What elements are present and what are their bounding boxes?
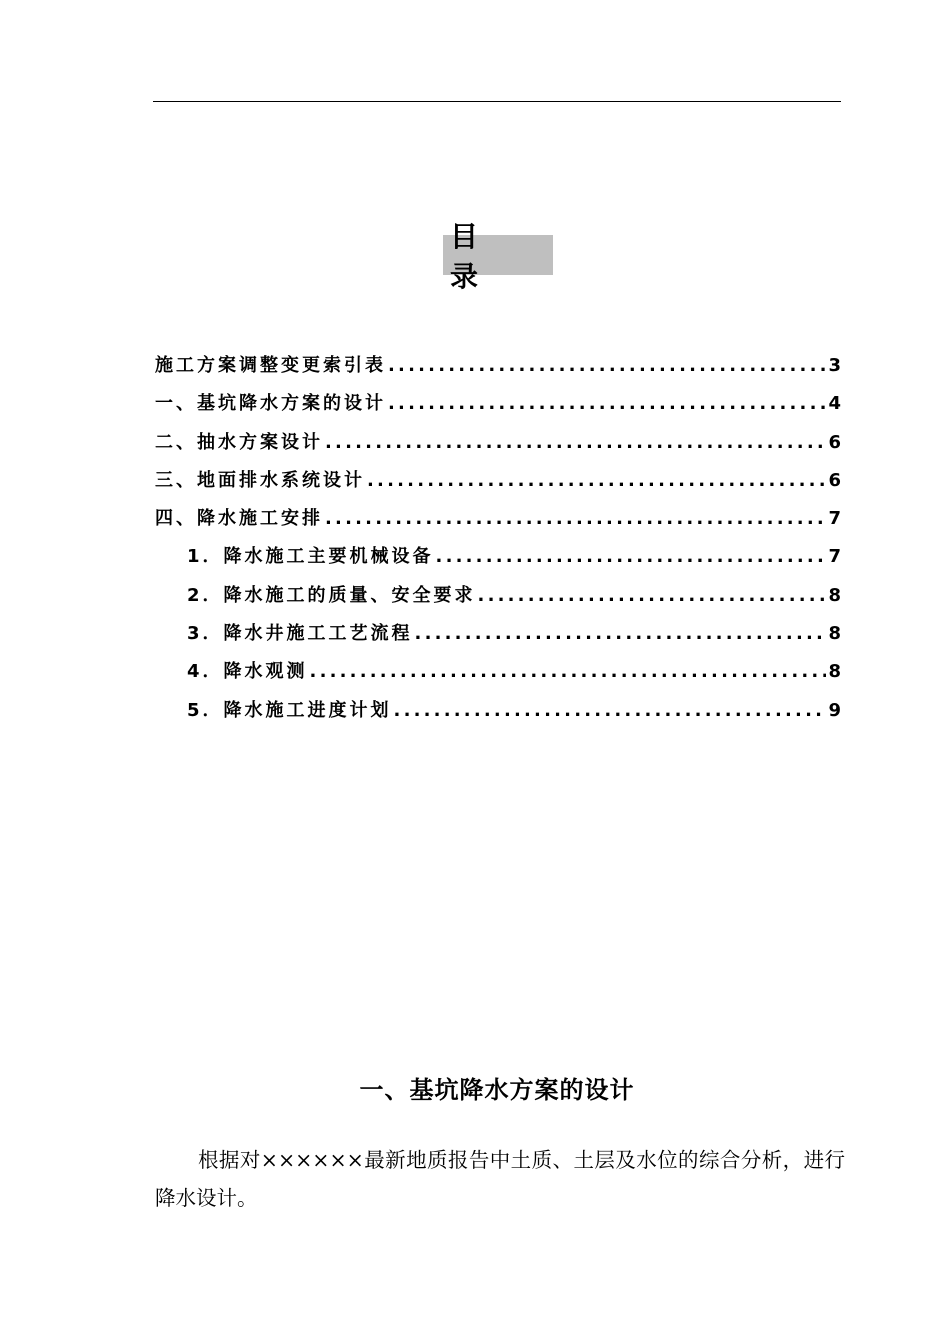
toc-page-number: 6 [828,431,841,453]
toc-entry-label: 5．降水施工进度计划 [187,699,392,721]
toc-entry-label: 一、基坑降水方案的设计 [155,393,386,415]
section-heading: 一、基坑降水方案的设计 [359,1076,635,1104]
toc-entry[interactable] [155,351,841,389]
toc-dot-leader [310,661,827,682]
toc-entry-label: 3．降水井施工工艺流程 [187,623,413,645]
toc-entry[interactable] [155,504,841,542]
toc-page-number: 8 [828,584,841,606]
header-rule [153,101,841,102]
toc-entry-label: 2．降水施工的质量、安全要求 [187,584,476,606]
toc-dot-leader [478,585,827,606]
toc-entry[interactable] [155,389,841,427]
toc-page-number: 6 [828,469,841,491]
toc-dot-leader [388,355,826,376]
toc-page-number: 3 [828,355,841,376]
toc-dot-leader [436,546,827,567]
toc-dot-leader [367,470,826,491]
toc-entry-label: 4．降水观测 [187,661,308,683]
toc-page-number: 7 [828,546,841,568]
toc-subentry[interactable] [155,542,841,580]
body-paragraph: 根据对××××××最新地质报告中土质、土层及水位的综合分析，进行降水设计。 [155,1147,845,1210]
table-of-contents [155,351,841,734]
toc-entry[interactable] [155,466,841,504]
toc-entry[interactable] [155,428,841,466]
toc-entry-label: 四、降水施工安排 [155,508,323,530]
toc-entry-label: 二、抽水方案设计 [155,431,323,453]
toc-dot-leader [325,432,826,453]
toc-title: 目 录 [443,235,553,275]
toc-dot-leader [394,700,827,721]
toc-subentry[interactable] [155,696,841,734]
toc-page-number: 4 [828,393,841,415]
toc-entry-label: 1．降水施工主要机械设备 [187,546,434,568]
toc-dot-leader [415,623,827,644]
toc-dot-leader [388,393,826,414]
toc-entry-label: 三、地面排水系统设计 [155,469,365,491]
toc-dot-leader [325,508,826,529]
toc-subentry[interactable] [155,619,841,657]
toc-page-number: 7 [828,508,841,530]
toc-page-number: 9 [828,699,841,721]
toc-subentry[interactable] [155,657,841,695]
toc-page-number: 8 [828,661,841,683]
toc-subentry[interactable] [155,581,841,619]
toc-page-number: 8 [828,623,841,645]
toc-entry-label: 施工方案调整变更索引表 [155,355,386,376]
